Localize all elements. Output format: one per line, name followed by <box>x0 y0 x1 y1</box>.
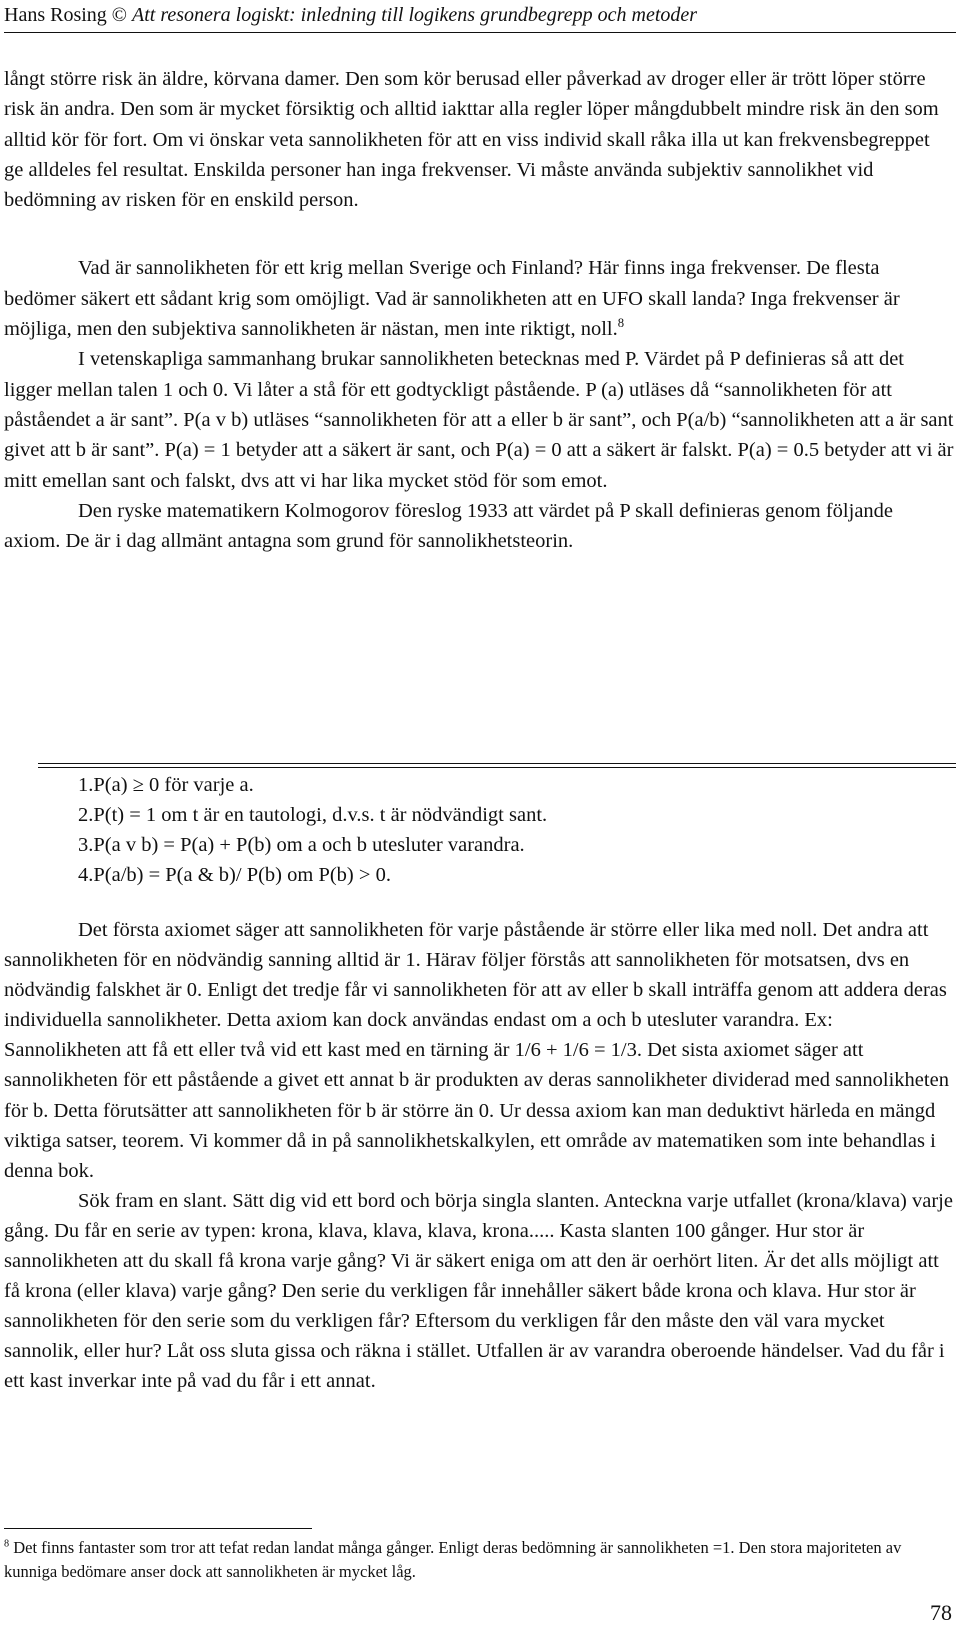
axiom-item: 4.P(a/b) = P(a & b)/ P(b) om P(b) > 0. <box>78 864 391 886</box>
axiom-item: 1.P(a) ≥ 0 för varje a. <box>78 774 254 796</box>
axioms-rule-bottom <box>38 767 956 768</box>
paragraph-risk: långt större risk än äldre, körvana damer. Den som kör berusad eller påverkad av droger eller är trött löper större risk än andra. Den som är mycket försiktig och alltid iakttar alla regler löper mångdubbelt mindre risk än den som alltid kör för fort. Om vi önskar veta sannolikheten för att en viss individ skall råka illa ut kan frekvensbegreppet ge alldeles fel resultat. Enskilda personer han inga frekvenser. Vi måste använda subjektiv sannolikhet vid bedömning av risken för en enskild person. <box>4 68 939 212</box>
axiom-item: 2.P(t) = 1 om t är en tautologi, d.v.s. t är nödvändigt sant. <box>78 804 548 826</box>
footnote <box>4 1536 956 1584</box>
paragraph-axiom-explanation: Det första axiomet säger att sannolikheten för varje påstående är större eller lika med noll. Det andra att sannolikheten för en nödvändig sanning alltid är 1. Härav följer förstås att sannolikheten för motsatsen, dvs en nödvändig falskhet är 0. Enligt det tredje får vi sannolikheten för att av eller b skall inträffa genom att addera deras individuella sannolikheter. Detta axiom kan dock användas endast om a och b utesluter varandra. Ex: Sannolikheten att få ett eller två vid ett kast med en tärning är 1/6 + 1/6 = 1/3. Det sista axiomet säger att sannolikheten för ett påstående a givet ett annat b är produkten av deras sannolikheter dividerad med sannolikheten för b. Detta förutsätter att sannolikheten för b är större än 0. Ur dessa axiom kan man deduktivt härleda en mängd viktiga satser, teorem. Vi kommer då in på sannolikhetskalkylen, ett område av matematiken som inte behandlas i denna bok. <box>4 919 949 1182</box>
header-book-title: Att resonera logiskt: inledning till logikens grundbegrepp och metoder <box>131 4 698 26</box>
axiom-list <box>78 770 938 890</box>
paragraph-kolmogorov: Den ryske matematikern Kolmogorov föreslog 1933 att värdet på P skall definieras genom följande axiom. De är i dag allmänt antagna som grund för sannolikhetsteorin. <box>4 499 894 553</box>
body-text-upper <box>4 64 954 556</box>
paragraph-ufo <box>4 253 954 344</box>
paragraph-coin-toss: Sök fram en slant. Sätt dig vid ett bord och börja singla slanten. Anteckna varje utfallet (krona/klava) varje gång. Du får en serie av typen: krona, klava, klava, klava, krona..... Kasta slanten 100 gånger. Hur stor är sannolikheten att du skall få krona varje gång? Vi är säkert eniga om att den är oerhört liten. Är det alls möjligt att få krona (eller klava) varje gång? Den serie du verkligen får innehåller säkert både krona och klava. Hur stor är sannolikheten för den serie som du verkligen får? Eftersom du verkligen får den måste den väl vara mycket sannolik, eller hur? Låt oss sluta gissa och räkna i stället. Utfallen är av varandra oberoende händelser. Vad du får i ett kast inverkar inte på vad du får i ett annat. <box>4 1189 953 1393</box>
axiom-item: 3.P(a v b) = P(a) + P(b) om a och b utesluter varandra. <box>78 834 525 856</box>
footnote-text: Det finns fantaster som tror att tefat redan landat många gånger. Enligt deras bedömning är sannolikheten =1. Den stora majoriteten av kunniga bedömare anser dock att sannolikheten är mycket låg. <box>4 1538 902 1581</box>
footnote-rule <box>4 1528 312 1529</box>
axioms-rule-top <box>38 763 956 764</box>
page-number: 78 <box>930 1600 952 1625</box>
header-rule <box>4 32 956 33</box>
body-text-lower <box>4 915 954 1397</box>
paragraph-notation: I vetenskapliga sammanhang brukar sannolikheten betecknas med P. Värdet på P definieras så att det ligger mellan talen 1 och 0. Vi låter a stå för ett godtyckligt påstående. P (a) utläses då “sannolikheten för att påståendet a är sant”. P(a v b) utläses “sannolikheten för att a eller b är sant”, och P(a/b) “sannolikheten att a är sant givet att b är sant”. P(a) = 1 betyder att a säkert är sant, och P(a) = 0 att a säkert är falskt. P(a) = 0.5 betyder att vi är mitt emellan sant och falskt, dvs att vi har lika mycket stöd för som emot. <box>4 348 954 492</box>
footnote-reference: 8 <box>617 316 625 331</box>
footnote-number: 8 <box>4 1538 10 1550</box>
running-header <box>4 2 956 28</box>
paragraph-ufo-text: Vad är sannolikheten för ett krig mellan Sverige och Finland? Här finns inga frekvenser. De flesta bedömer säkert ett sådant krig som omöjligt. Vad är sannolikheten att en UFO skall landa? Inga frekvenser är möjliga, men den subjektiva sannolikheten är nästan, men inte riktigt, noll. <box>4 257 900 341</box>
header-author: Hans Rosing © <box>4 4 127 26</box>
